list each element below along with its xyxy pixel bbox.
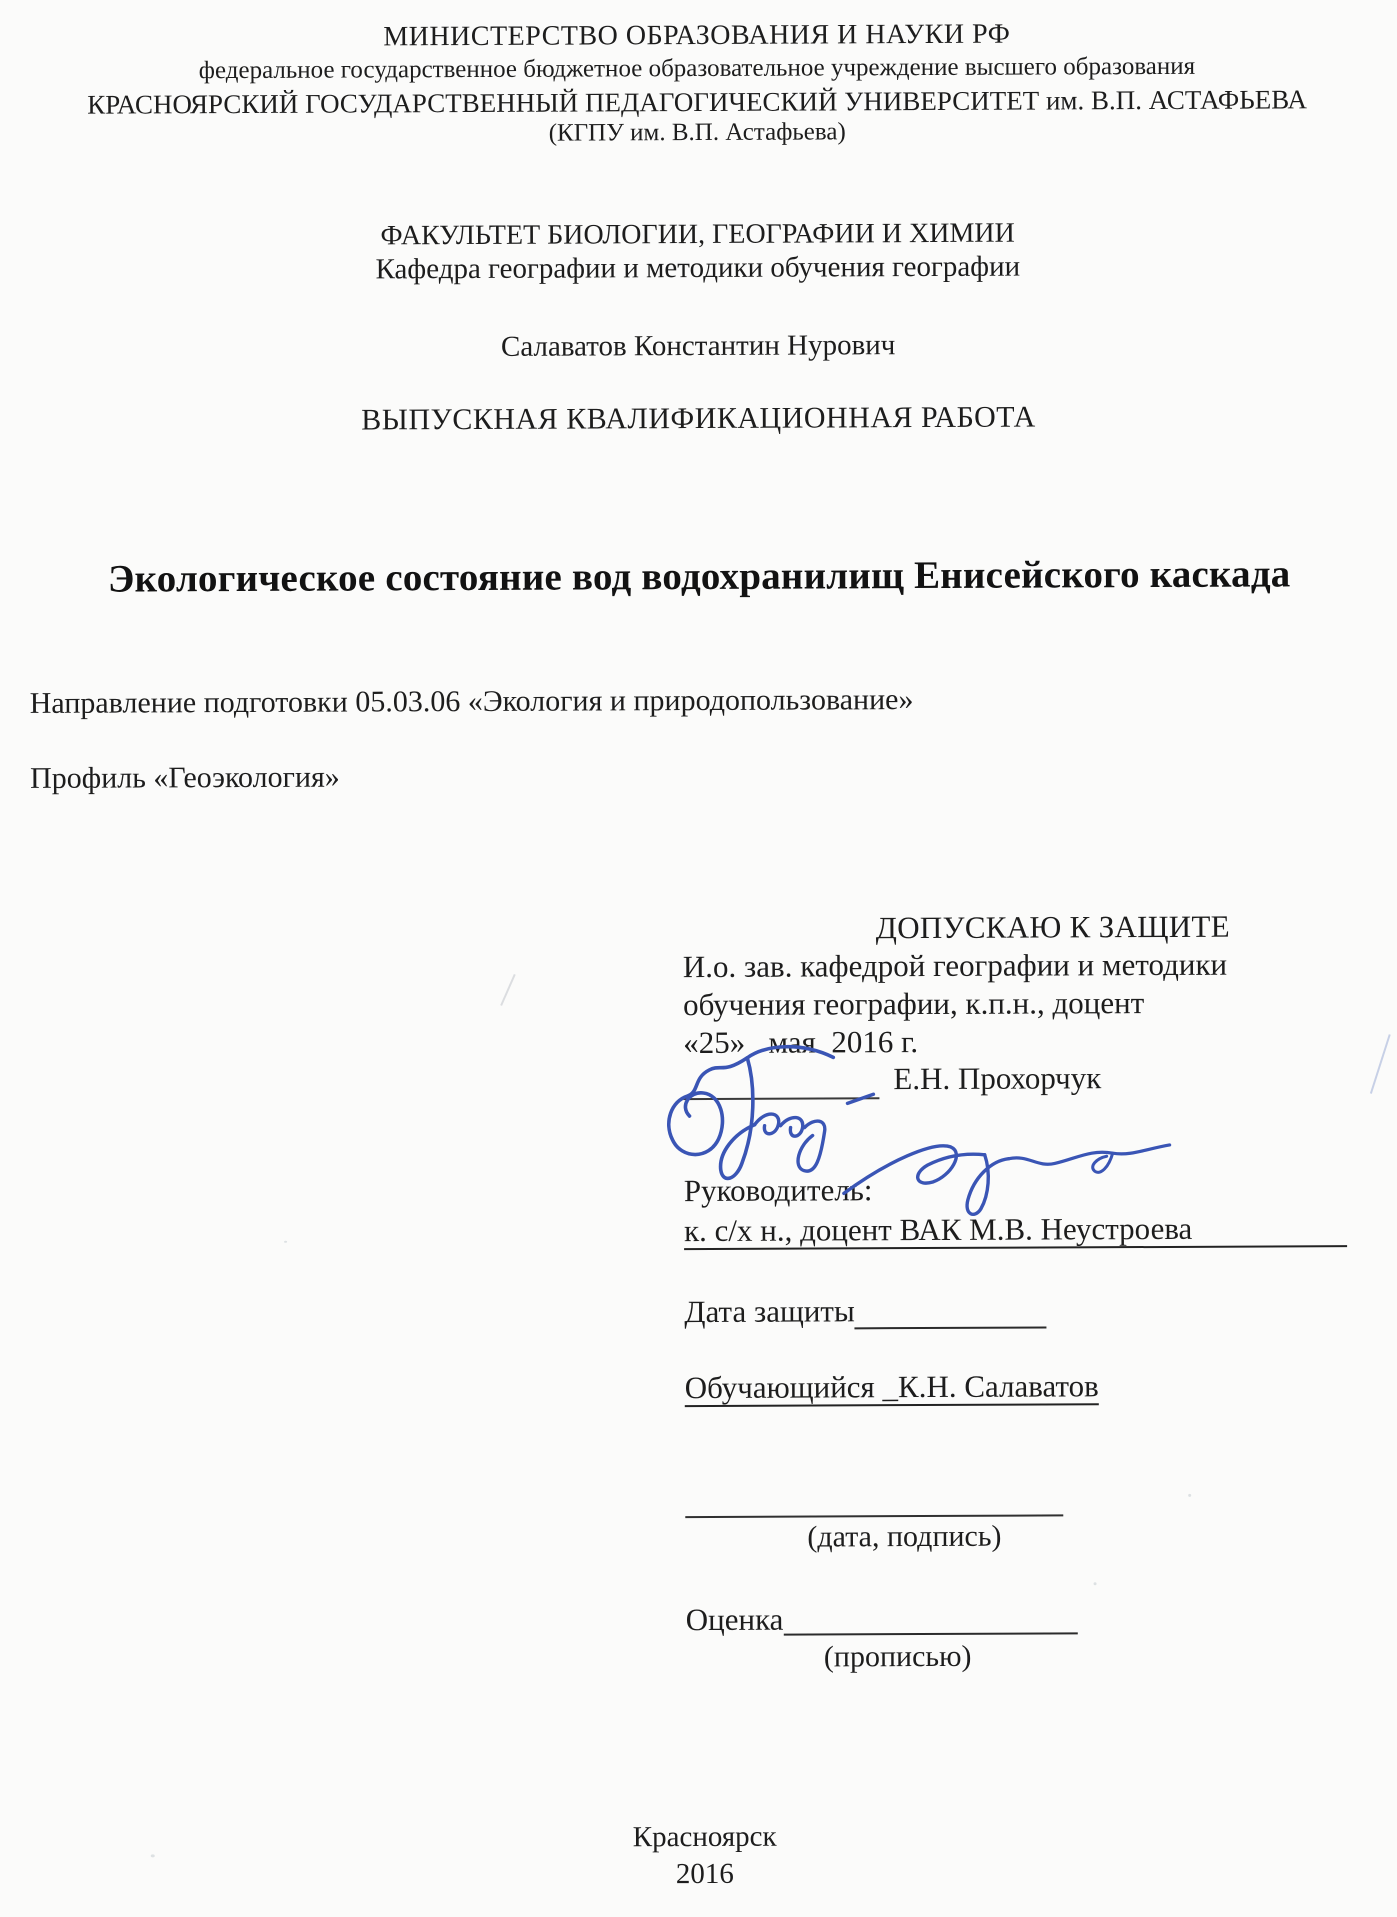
defense-date-label: Дата защиты	[684, 1293, 855, 1330]
scan-speck	[1094, 1582, 1097, 1585]
scan-speck	[151, 1854, 155, 1857]
dept-head-title-line2: обучения географии, к.п.н., доцент	[682, 985, 1145, 1023]
author-name: Салаватов Константин Нурович	[500, 329, 896, 363]
defense-date-blank-line	[855, 1292, 1047, 1329]
study-direction-line: Направление подготовки 05.03.06 «Экология и природопользование»	[29, 683, 914, 720]
supervisor-credentials-line: к. с/х н., доцент ВАК М.В. Неустроева	[684, 1209, 1347, 1250]
scan-hairline-artifact-right	[1370, 1034, 1391, 1094]
supervisor-label: Руководитель:	[683, 1172, 873, 1209]
student-row	[685, 1367, 1348, 1406]
dept-head-title-line1: И.о. зав. кафедрой географии и методики	[682, 946, 1228, 985]
dept-head-signature-line	[683, 1065, 879, 1100]
scan-speck	[284, 1241, 287, 1243]
scan-hairline-artifact-left	[500, 974, 515, 1006]
university-name-line: КРАСНОЯРСКИЙ ГОСУДАРСТВЕННЫЙ ПЕДАГОГИЧЕСКИЙ УНИВЕРСИТЕТ им. В.П. АСТАФЬЕВА	[87, 84, 1308, 120]
university-abbrev-line: (КГПУ им. В.П. Астафьева)	[548, 118, 846, 147]
ministry-line: МИНИСТЕРСТВО ОБРАЗОВАНИЯ И НАУКИ РФ	[383, 18, 1011, 53]
footer-city: Красноярск	[632, 1820, 777, 1854]
study-profile-line: Профиль «Геоэкология»	[29, 760, 340, 795]
dept-head-name: Е.Н. Прохорчук	[893, 1060, 1102, 1097]
footer-year: 2016	[675, 1857, 734, 1891]
scan-speck	[1188, 1494, 1191, 1497]
faculty-line: ФАКУЛЬТЕТ БИОЛОГИИ, ГЕОГРАФИИ И ХИМИИ	[380, 217, 1015, 252]
approval-block	[682, 907, 1349, 1674]
thesis-title: Экологическое состояние вод водохранилищ Енисейского каскада	[107, 552, 1291, 601]
grade-blank-line	[783, 1602, 1077, 1635]
grade-caption: (прописью)	[823, 1639, 972, 1674]
student-line: Обучающийся _К.Н. Салаватов	[684, 1368, 1099, 1406]
grade-row	[686, 1602, 1078, 1636]
dept-head-signature-row	[683, 1059, 1346, 1100]
date-signature-caption: (дата, подпись)	[807, 1519, 1002, 1554]
department-line: Кафедра географии и методики обучения географии	[375, 250, 1021, 286]
work-type-heading: ВЫПУСКНАЯ КВАЛИФИКАЦИОННАЯ РАБОТА	[361, 400, 1036, 437]
grade-label: Оценка	[685, 1601, 784, 1638]
approval-date-line: «25» мая 2016 г.	[683, 1024, 919, 1061]
institution-type-line: федеральное государственное бюджетное образовательное учреждение высшего образования	[198, 52, 1196, 85]
admit-to-defense-heading: ДОПУСКАЮ К ЗАЩИТЕ	[875, 908, 1230, 946]
date-signature-blank-line	[685, 1484, 1063, 1518]
defense-date-row	[684, 1292, 1046, 1330]
